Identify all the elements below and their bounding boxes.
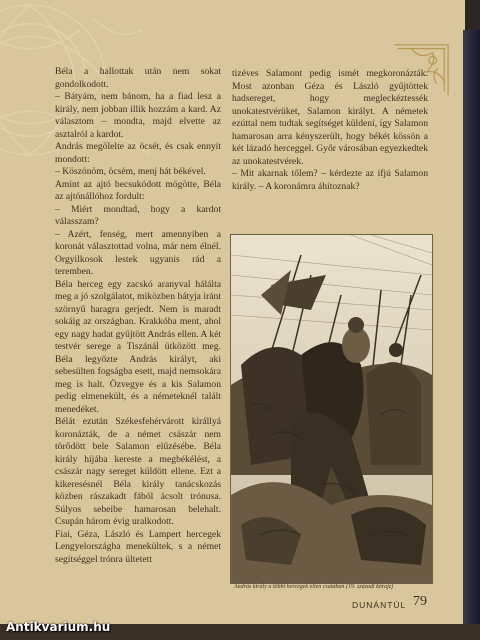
paragraph: András megölelte az öcsét, és csak ennyit mondott: xyxy=(55,141,221,165)
text-column-left xyxy=(55,66,221,566)
section-label: DUNÁNTÚL xyxy=(352,600,407,610)
paragraph: Amint az ajtó becsukódott mögötte, Béla az ajtónállóhoz fordult: xyxy=(55,178,221,202)
watermark-text: Antikvarium.hu xyxy=(6,620,111,634)
paragraph: – Köszönöm, öcsém, menj hát békével. xyxy=(55,166,206,177)
paragraph: Bélát ezután Székesfehérvárott királlyá koronázták, de a német császár nem törődött bele Salamon elűzésébe. Béla király híjába kereste a megbékélést, a császár nagy sereget küldött ellene. Ezt a kikeresésnél Béla király tanácskozás közben rászakadt fából ácsolt trónusa. Súlyos sebeibe hamarosan belehalt. Csupán három évig uralkodott. xyxy=(55,416,221,527)
page-number: 79 xyxy=(413,594,427,609)
text-column-right xyxy=(232,68,428,193)
paragraph: – Bátyám, nem bánom, ha a fiad lesz a király, nem jobban illik hozzám a kard. Az választom – mondta, majd elvette az asztalról a kardot. xyxy=(55,91,221,140)
paragraph: Fiai, Géza, László és Lampert hercegek Lengyelországba menekültek, s a német segítséggel trónra ültetett xyxy=(55,528,221,565)
paragraph: – Azért, fenség, mert amennyiben a koronát választottad volna, már nem élnél. Orgyilkosok lestek ugyanis rád a teremben. xyxy=(55,228,221,277)
paragraph: – Miért mondtad, hogy a kardot válasszam? xyxy=(55,203,221,227)
paragraph: Béla a hallottak után nem sokat gondolkodott. xyxy=(55,66,221,90)
paragraph: Béla herceg egy zacskó aranyval hálálta meg a jó szolgálatot, miközben bátyja iránt szörnyű haragra gerjedt. Nem is maradt sokáig az országban. Krakkóba ment, ahol egy nagy hadat gyűjtött András ellen. A két testvér serege a Tiszánál ütközött meg. Béla legyőzte András királyt, aki sebesülten fogságba esett, majd nemsokára meg is halt. Özvegye és a kis Salamon pedig elmenekült, és a németeknél talált menedéket. xyxy=(55,278,221,415)
battle-scene-image xyxy=(231,235,432,583)
battle-engraving-illustration xyxy=(230,234,433,584)
book-cover-edge xyxy=(463,30,480,640)
paragraph: – Mit akarnak tőlem? – kérdezte az ifjú Salamon király. – A koronámra áhítoznak? xyxy=(232,168,428,192)
paragraph: tizéves Salamont pedig ismét megkoronázták. Most azonban Géza és László gyűjtöttek hadsereget, hogy megleckéztessék unokatestvérüket, Salamon királyt. A németek ezúttal nem tudtak segítséget küldeni, így Salamon hamarosan arra kényszerült, hogy békét kössön a két lázadó herceggel. Győr városában egyezkedtek az unokatestvérek. xyxy=(232,68,428,167)
illustration-caption: András király a többi hercegek ellen csatában (19. századi kőrajz) xyxy=(234,584,394,590)
